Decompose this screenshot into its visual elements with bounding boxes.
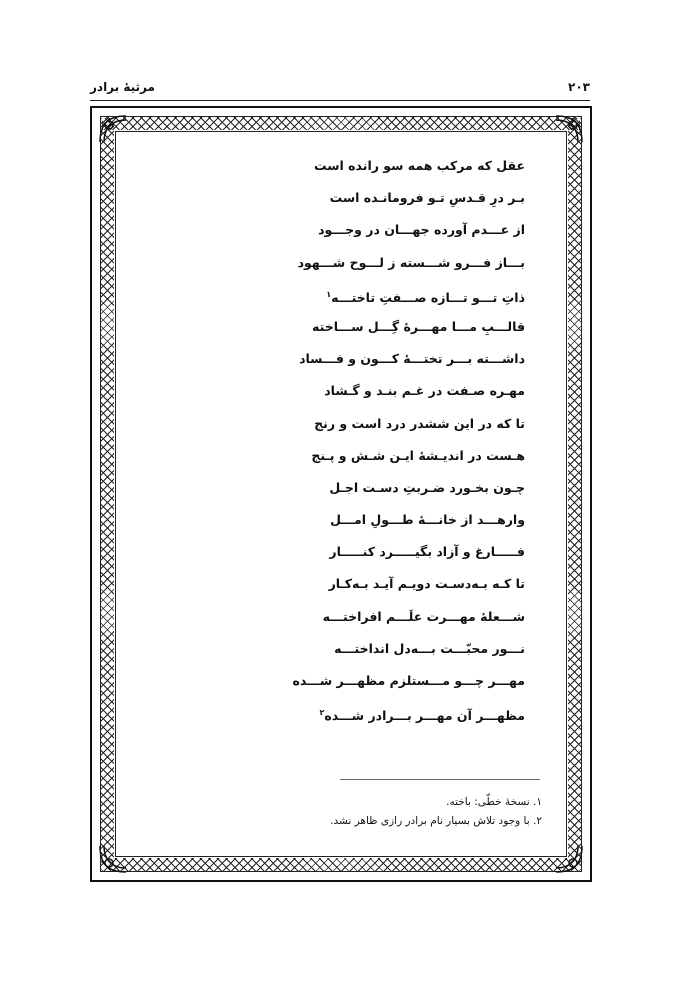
running-header	[90, 80, 590, 100]
verse-text: از عـــدم آورده جهـــان در وجـــود	[318, 222, 525, 238]
verse-text: چـون بخـورد ضـربتِ دسـت اجـل	[329, 479, 525, 495]
poem-verses	[150, 150, 525, 729]
verse-line	[150, 601, 525, 633]
verse-text: ذاتِ تـــو تـــازه صـــفتِ تاختـــه	[331, 289, 525, 305]
corner-ornament-icon	[554, 114, 584, 144]
verse-line	[150, 568, 525, 600]
page-number: ۲۰۳	[568, 80, 590, 94]
verse-text: مظهـــر آن مهـــر بـــرادر شـــده	[324, 708, 525, 724]
verse-text: قالـــبِ مـــا مهـــرهٔ گِـــل ســـاخته	[312, 318, 525, 334]
verse-line	[150, 214, 525, 246]
corner-ornament-icon	[554, 844, 584, 874]
verse-text: هـست در اندیـشهٔ ایـن شـش و پـنج	[311, 447, 525, 463]
verse-line	[150, 472, 525, 504]
verse-line	[150, 375, 525, 407]
verse-line	[150, 665, 525, 697]
footnote-item: ۲. با وجود تلاش بسیار نام برادر رازی ظاهر نشد.	[330, 815, 542, 827]
verse-text: بـر درِ قـدسِ تـو فرومانـده است	[329, 190, 525, 206]
corner-ornament-icon	[98, 844, 128, 874]
verse-text: بـــاز فـــرو شـــسته ز لـــوح شـــهود	[297, 254, 525, 270]
header-rule	[90, 100, 590, 101]
verse-line	[150, 343, 525, 375]
corner-ornament-icon	[98, 114, 128, 144]
verse-text: تا که در این ششدر درد است و رنج	[314, 415, 525, 431]
verse-text: تا کـه بـه‌دسـت دویـم آیـد بـه‌کـار	[328, 576, 525, 592]
verse-line	[150, 440, 525, 472]
verse-text: داشـــته بـــر تختـــهٔ کـــون و فـــساد	[299, 351, 525, 367]
verse-line	[150, 408, 525, 440]
verse-line	[150, 279, 525, 311]
running-title: مرثیهٔ برادر	[90, 80, 155, 94]
verse-line	[150, 633, 525, 665]
footnote-marker: ۱	[326, 289, 332, 299]
verse-line	[150, 504, 525, 536]
verse-line	[150, 150, 525, 182]
verse-text: نـــور محبّـــت بـــه‌دل انداختـــه	[334, 640, 525, 656]
verse-text: وارهـــد از خانـــهٔ طـــولِ امـــل	[330, 512, 525, 528]
verse-line	[150, 311, 525, 343]
verse-text: عقل که مرکب همه سو رانده است	[313, 158, 525, 173]
footnote-item: ۱. نسخهٔ خطّی: باخته.	[446, 796, 542, 808]
footnote-separator	[340, 779, 540, 780]
verse-text: فـــــارغ و آزاد بگیـــــرد کنـــــار	[329, 544, 525, 560]
verse-line	[150, 697, 525, 729]
verse-text: شـــعلهٔ مهـــرت علَـــم افراختـــه	[322, 608, 525, 624]
verse-line	[150, 247, 525, 279]
verse-text: مهـره صـفت در غـم بنـد و گـشاد	[324, 383, 525, 399]
verse-line	[150, 536, 525, 568]
footnote-marker: ۲	[319, 708, 325, 718]
verse-line	[150, 182, 525, 214]
footnotes	[150, 793, 542, 831]
verse-text: مهـــر چـــو مـــستلزم مظهـــر شـــده	[292, 673, 525, 688]
